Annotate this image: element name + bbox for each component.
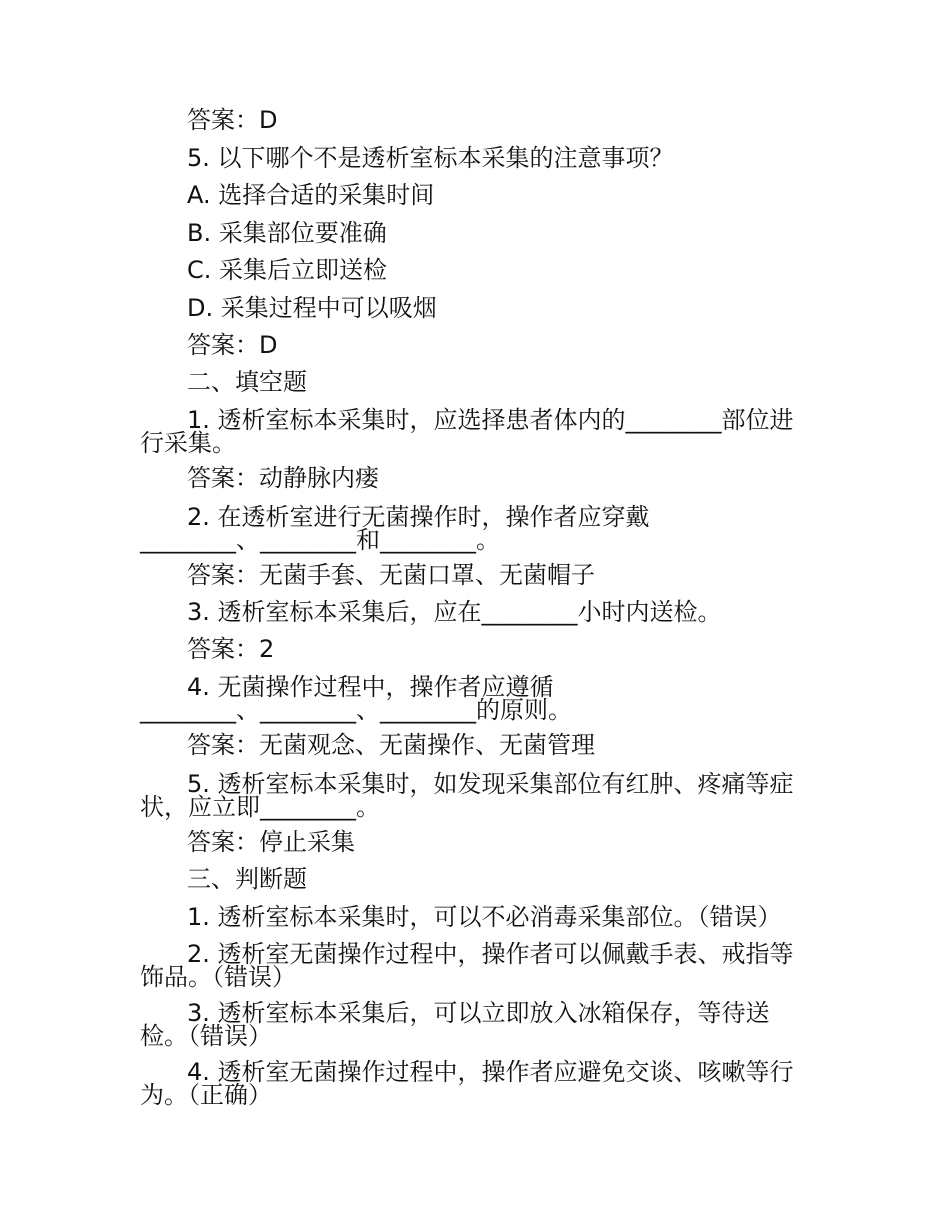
section-heading: 三、判断题 (187, 865, 307, 893)
answer-line: 答案：2 (187, 635, 275, 663)
answer-line: 答案：无菌手套、无菌口罩、无菌帽子 (187, 561, 595, 589)
answer-line: 答案：动静脉内瘘 (187, 464, 379, 492)
statement-line: 4. 透析室无菌操作过程中，操作者应避免交谈、咳嗽等行 (187, 1058, 794, 1086)
statement-line-wrap: 为。（正确） (140, 1081, 272, 1109)
option-line: C. 采集后立即送检 (187, 256, 388, 284)
statement-line-wrap: 检。（错误） (140, 1022, 272, 1050)
answer-line: 答案：停止采集 (187, 828, 355, 856)
question-line: 3. 透析室标本采集后，应在________小时内送检。 (187, 598, 722, 626)
option-line: D. 采集过程中可以吸烟 (187, 294, 437, 322)
option-line: B. 采集部位要准确 (187, 219, 387, 247)
question-line-wrap: ________、________和________。 (140, 526, 500, 554)
question-line-wrap: 行采集。 (140, 429, 236, 457)
question-line-wrap: 状，应立即________。 (140, 793, 380, 821)
statement-line-wrap: 饰品。（错误） (140, 963, 296, 991)
option-line: A. 选择合适的采集时间 (187, 181, 435, 209)
statement-line: 1. 透析室标本采集时，可以不必消毒采集部位。（错误） (187, 903, 782, 931)
question-line: 4. 无菌操作过程中，操作者应遵循 (187, 673, 554, 701)
answer-line: 答案：D (187, 331, 278, 359)
question-line: 5. 以下哪个不是透析室标本采集的注意事项？ (187, 144, 674, 172)
answer-line: 答案：D (187, 106, 278, 134)
statement-line: 3. 透析室标本采集后，可以立即放入冰箱保存，等待送 (187, 999, 770, 1027)
section-heading: 二、填空题 (187, 368, 307, 396)
question-line-wrap: ________、________、________的原则。 (140, 696, 572, 724)
statement-line: 2. 透析室无菌操作过程中，操作者可以佩戴手表、戒指等 (187, 940, 794, 968)
question-line: 1. 透析室标本采集时，应选择患者体内的________部位进 (187, 406, 794, 434)
question-line: 2. 在透析室进行无菌操作时，操作者应穿戴 (187, 503, 650, 531)
answer-line: 答案：无菌观念、无菌操作、无菌管理 (187, 731, 595, 759)
question-line: 5. 透析室标本采集时，如发现采集部位有红肿、疼痛等症 (187, 770, 794, 798)
